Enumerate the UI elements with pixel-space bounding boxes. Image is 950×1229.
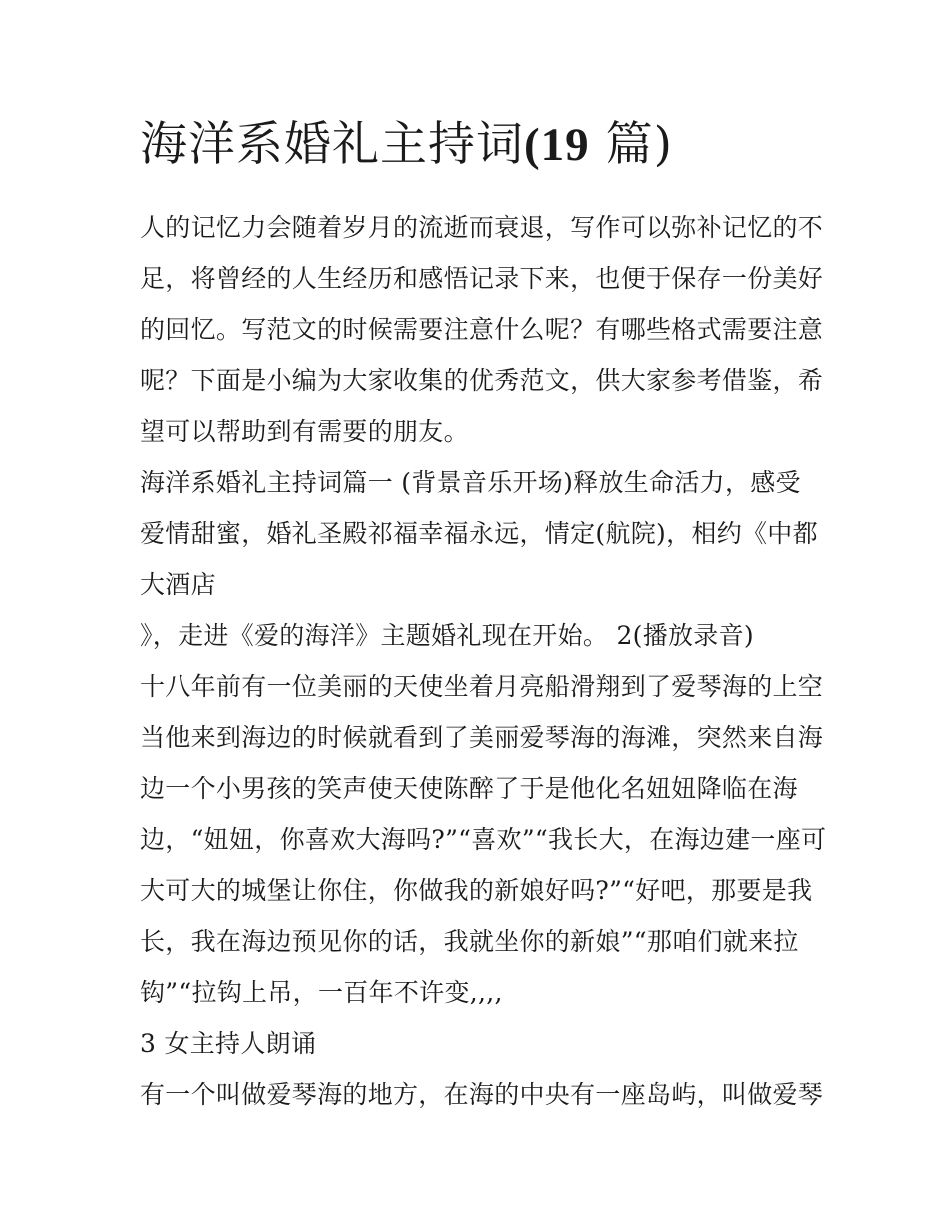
title-suffix: 篇) (589, 117, 673, 172)
text-line: 有一个叫做爱琴海的地方，在海的中央有一座岛屿，叫做爱琴 (140, 1080, 824, 1109)
text-line: 长，我在海边预见你的话，我就坐你的新娘”“那咱们就来拉 (140, 927, 799, 956)
title-text: 海洋系婚礼主持词 (140, 117, 524, 172)
text-line: 足，将曾经的人生经历和感悟记录下来，也便于保存一份美好 (140, 264, 824, 293)
text-line: 呢？下面是小编为大家收集的优秀范文，供大家参考借鉴，希 (140, 366, 824, 395)
body-text (140, 202, 827, 1120)
text-line: 大酒店 (140, 570, 216, 599)
document-page (140, 112, 827, 1120)
text-line: 大可大的城堡让你住，你做我的新娘好吗?”“好吧，那要是我 (140, 876, 813, 905)
text-line: 边，“妞妞，你喜欢大海吗?”“喜欢”“我长大，在海边建一座可 (140, 825, 827, 854)
text-line: 望可以帮助到有需要的朋友。 (140, 417, 469, 446)
text-line: 3 女主持人朗诵 (140, 1029, 317, 1058)
text-line: 钩”“拉钩上吊，一百年不许变,,,, (140, 978, 503, 1007)
text-line: 人的记忆力会随着岁月的流逝而衰退，写作可以弥补记忆的不 (140, 213, 824, 242)
text-line: 爱情甜蜜，婚礼圣殿祁福幸福永远，情定(航院)，相约《中都 (140, 519, 818, 548)
text-line: 十八年前有一位美丽的天使坐着月亮船滑翔到了爱琴海的上空 (140, 672, 824, 701)
text-line: 的回忆。写范文的时候需要注意什么呢？有哪些格式需要注意 (140, 315, 824, 344)
text-line: 边一个小男孩的笑声使天使陈醉了于是他化名妞妞降临在海 (140, 774, 798, 803)
text-line: 海洋系婚礼主持词篇一 (背景音乐开场)释放生命活力，感受 (140, 468, 801, 497)
text-line: 当他来到海边的时候就看到了美丽爱琴海的海滩，突然来自海 (140, 723, 824, 752)
text-line: 》，走进《爱的海洋》主题婚礼现在开始。 2(播放录音) (140, 621, 754, 650)
title-count: (19 (524, 119, 590, 171)
page-title (140, 112, 820, 178)
